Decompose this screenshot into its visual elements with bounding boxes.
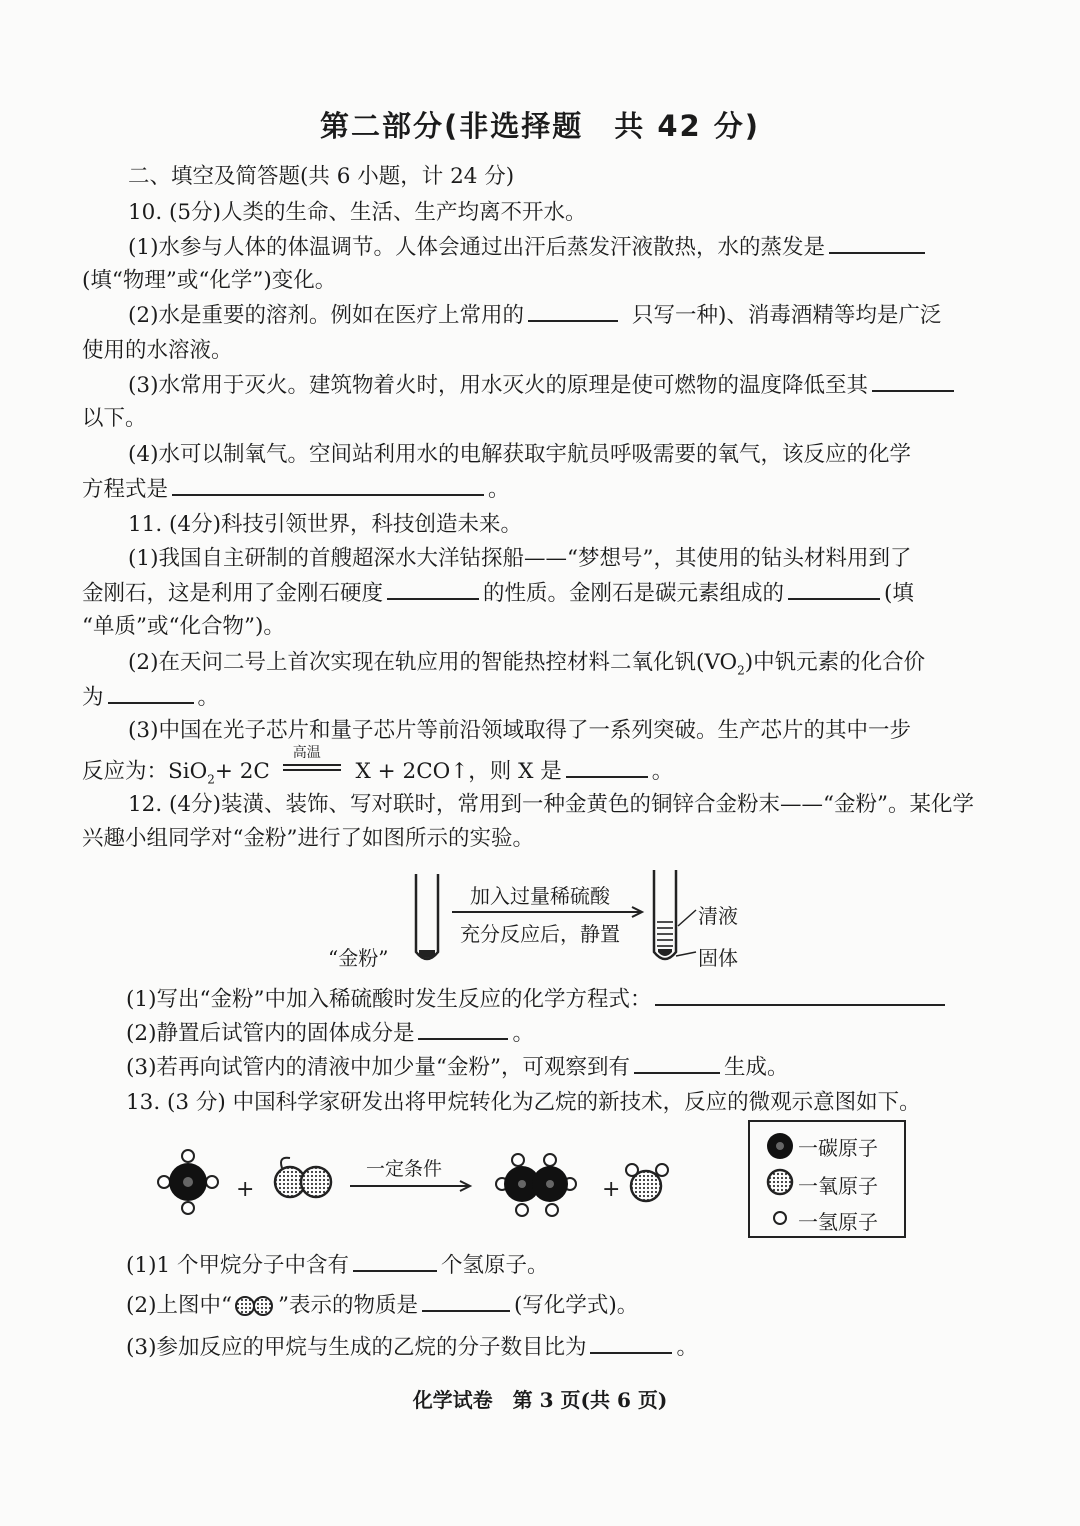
answer-blank[interactable] xyxy=(566,756,648,778)
q13-part2: (2)上图中“ ”表示的物质是 (写化学式)。 xyxy=(126,1290,638,1321)
fig-arrow-top-label: 加入过量稀硫酸 xyxy=(470,884,610,908)
plus-sign: + xyxy=(236,1177,255,1202)
section-heading: 二、填空及简答题(共 6 小题，计 24 分) xyxy=(128,164,515,189)
oxygen-molecule-icon xyxy=(232,1294,278,1316)
q13-part1: (1)1 个甲烷分子中含有 个氢原子。 xyxy=(126,1250,549,1281)
q11-part2-line2: 为 。 xyxy=(82,682,219,713)
q12-part3: (3)若再向试管内的清液中加少量“金粉”，可观察到有 生成。 xyxy=(126,1052,788,1083)
answer-blank[interactable] xyxy=(829,232,925,254)
q12-part1: (1)写出“金粉”中加入稀硫酸时发生反应的化学方程式： xyxy=(126,984,949,1015)
oxygen-atom-icon xyxy=(768,1170,792,1194)
ethane-molecule xyxy=(496,1154,576,1216)
q12-stem-line2: 兴趣小组同学对“金粉”进行了如图所示的实验。 xyxy=(82,826,534,851)
answer-blank[interactable] xyxy=(418,1018,508,1040)
hydrogen-atom-icon xyxy=(774,1212,786,1224)
legend-oxygen: 一氧原子 xyxy=(798,1174,878,1198)
test-tube-left xyxy=(416,874,438,959)
q10-part2-line1: (2)水是重要的溶剂。例如在医疗上常用的 只写一种)、消毒酒精等均是广泛 xyxy=(128,300,941,331)
reaction-condition-arrow: 高温 xyxy=(281,758,345,778)
q12-stem-line1: 12. (4分)装潢、装饰、写对联时，常用到一种金黄色的铜锌合金粉末——“金粉”。某化学 xyxy=(128,792,974,817)
water-molecule xyxy=(626,1164,668,1201)
q11-part1-line1: (1)我国自主研制的首艘超深水大洋钻探船——“梦想号”，其使用的钻头材料用到了 xyxy=(128,546,912,571)
q11-part3-line2: 反应为：SiO$_2$+ 2C 高温 X + 2CO↑，则 X 是 。 xyxy=(82,745,674,787)
reaction-condition-label: 一定条件 xyxy=(366,1158,443,1180)
answer-blank[interactable] xyxy=(387,578,479,600)
fig-solid-label: 固体 xyxy=(698,946,738,970)
answer-blank[interactable] xyxy=(528,300,618,322)
q11-part3-line1: (3)中国在光子芯片和量子芯片等前沿领域取得了一系列突破。生产芯片的其中一步 xyxy=(128,718,911,743)
q10-part3-line1: (3)水常用于灭火。建筑物着火时，用水灭火的原理是使可燃物的温度降低至其 xyxy=(128,370,958,401)
answer-blank[interactable] xyxy=(422,1290,510,1312)
plus-sign: + xyxy=(602,1177,621,1202)
q13-stem: 13. (3 分) 中国科学家研发出将甲烷转化为乙烷的新技术，反应的微观示意图如下。 xyxy=(126,1090,921,1115)
answer-blank[interactable] xyxy=(172,474,484,496)
answer-blank[interactable] xyxy=(634,1052,720,1074)
q11-stem: 11. (4分)科技引领世界，科技创造未来。 xyxy=(128,512,522,537)
fig-liquid-label: 清液 xyxy=(698,904,738,928)
q11-part1-line2: 金刚石，这是利用了金刚石硬度 的性质。金刚石是碳元素组成的 (填 xyxy=(82,578,914,609)
q10-part1-line2: (填“物理”或“化学”)变化。 xyxy=(82,268,337,293)
answer-blank[interactable] xyxy=(590,1332,672,1354)
section-title: 第二部分(非选择题 共 42 分) xyxy=(319,109,761,143)
answer-blank[interactable] xyxy=(655,984,945,1006)
legend-carbon: 一碳原子 xyxy=(798,1136,878,1160)
answer-blank[interactable] xyxy=(872,370,954,392)
q10-part4-line2: 方程式是 。 xyxy=(82,474,510,505)
page-footer: 化学试卷 第 3 页(共 6 页) xyxy=(412,1388,668,1412)
answer-blank[interactable] xyxy=(108,682,194,704)
answer-blank[interactable] xyxy=(353,1250,437,1272)
q12-part2: (2)静置后试管内的固体成分是 。 xyxy=(126,1018,534,1049)
q10-part2-line2: 使用的水溶液。 xyxy=(82,338,233,363)
fig-gold-powder-label: “金粉” xyxy=(328,946,389,970)
q13-part3: (3)参加反应的甲烷与生成的乙烷的分子数目比为 。 xyxy=(126,1332,698,1363)
q10-part4-line1: (4)水可以制氧气。空间站利用水的电解获取宇航员呼吸需要的氧气，该反应的化学 xyxy=(128,442,911,467)
q10-stem: 10. (5分)人类的生命、生活、生产均离不开水。 xyxy=(128,200,587,225)
oxygen-molecule xyxy=(275,1158,331,1197)
q11-part1-line3: “单质”或“化合物”)。 xyxy=(82,614,285,639)
q11-part2-line1: (2)在天问二号上首次实现在轨应用的智能热控材料二氧化钒$(VO_2)$中钒元素的化合价 xyxy=(128,650,926,678)
answer-blank[interactable] xyxy=(788,578,880,600)
q10-part1-line1: (1)水参与人体的体温调节。人体会通过出汗后蒸发汗液散热，水的蒸发是 xyxy=(128,232,929,263)
legend-hydrogen: 一氢原子 xyxy=(798,1210,878,1234)
methane-molecule xyxy=(158,1150,218,1214)
q10-part3-line2: 以下。 xyxy=(82,406,147,431)
fig-arrow-bottom-label: 充分反应后，静置 xyxy=(460,922,620,946)
atom-legend xyxy=(748,1120,906,1238)
